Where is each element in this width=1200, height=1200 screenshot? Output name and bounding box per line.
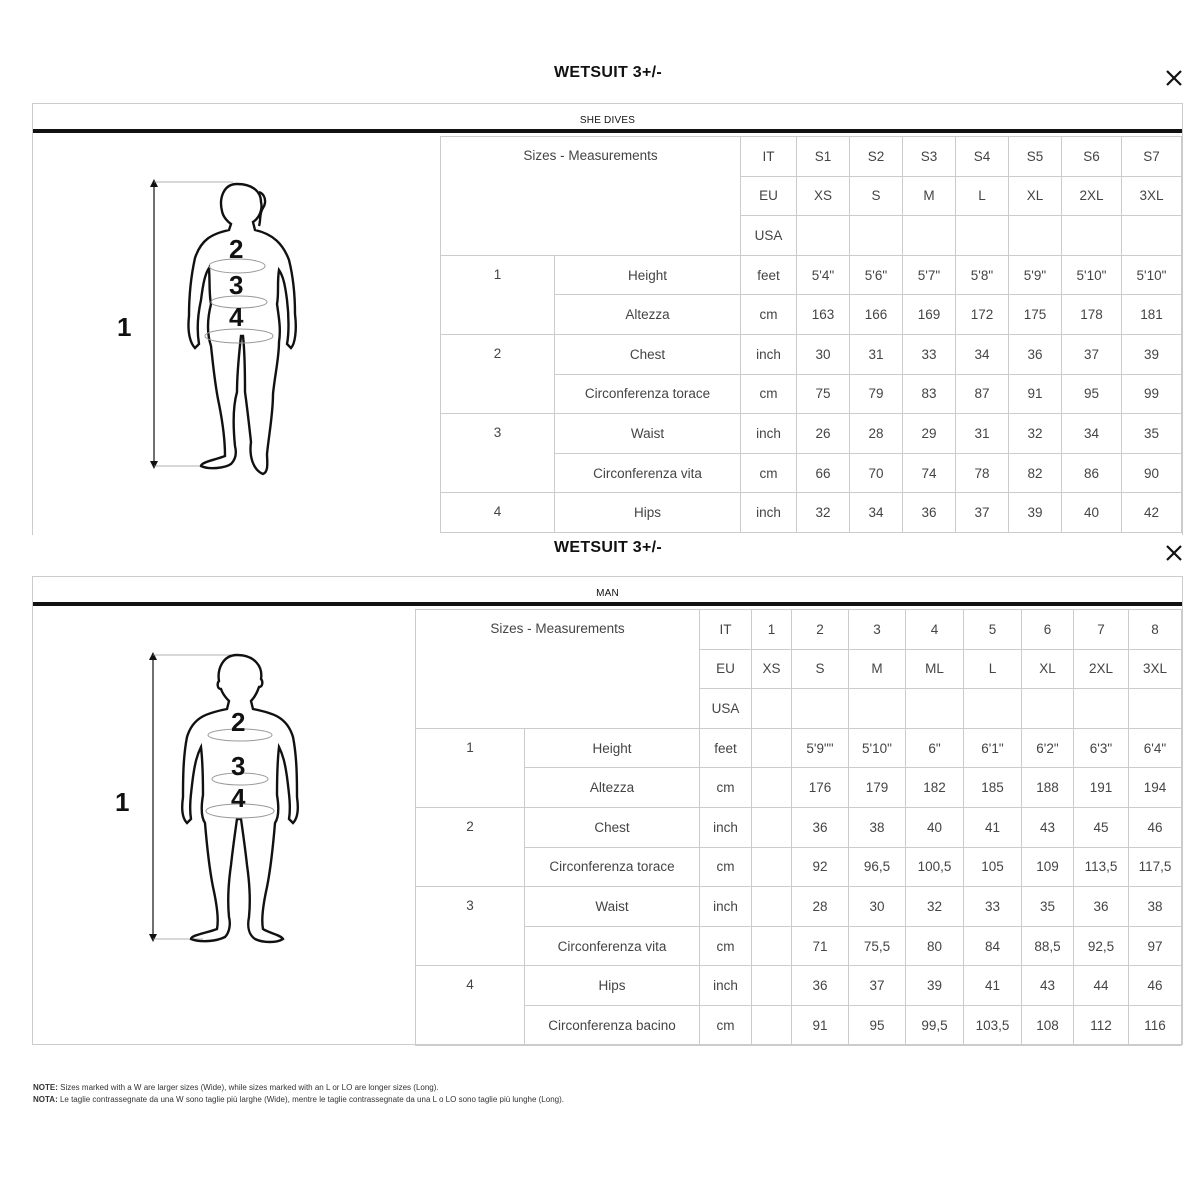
measurement-value: 28: [792, 887, 849, 927]
measurement-value: 88,5: [1022, 926, 1074, 966]
size-value: S2: [850, 137, 903, 177]
size-value: S5: [1009, 137, 1062, 177]
size-system-label: USA: [700, 689, 752, 729]
table-row: [416, 610, 1182, 650]
note-english: NOTE: Sizes marked with a W are larger sizes (Wide), while sizes marked with an L or LO are longer sizes (Long).: [33, 1083, 439, 1092]
measurement-unit: inch: [741, 334, 797, 374]
size-value: [1009, 216, 1062, 256]
measurement-value: 26: [797, 414, 850, 454]
size-value: XS: [752, 649, 792, 689]
size-chart-frame: [32, 576, 1183, 1045]
measurement-value: 36: [1009, 334, 1062, 374]
measurement-unit: cm: [700, 926, 752, 966]
size-value: [752, 689, 792, 729]
table-row: [416, 926, 1182, 966]
measurement-value: 75,5: [849, 926, 906, 966]
measurement-value: 84: [964, 926, 1022, 966]
table-row: [416, 966, 1182, 1006]
measurement-value: 108: [1022, 1005, 1074, 1045]
size-value: XS: [797, 176, 850, 216]
measurement-value: 95: [1062, 374, 1122, 414]
measurement-value: 42: [1122, 493, 1182, 533]
size-value: [1122, 216, 1182, 256]
measurement-number: 1: [441, 255, 555, 334]
measurement-value: 6'2": [1022, 728, 1074, 768]
size-chart-panel-women: [0, 0, 1200, 535]
measurement-value: 32: [1009, 414, 1062, 454]
size-value: 2XL: [1062, 176, 1122, 216]
measurement-value: 5'6": [850, 255, 903, 295]
measurement-unit: cm: [700, 847, 752, 887]
measurement-value: 169: [903, 295, 956, 335]
measurement-name: Circonferenza vita: [525, 926, 700, 966]
size-chart-panel-men: [0, 535, 1200, 1055]
header-label: Sizes - Measurements: [416, 610, 700, 729]
measurement-value: 91: [1009, 374, 1062, 414]
measurement-value: 87: [956, 374, 1009, 414]
measurement-value: 29: [903, 414, 956, 454]
measurement-value: 91: [792, 1005, 849, 1045]
measurement-value: 28: [850, 414, 903, 454]
measurement-value: 185: [964, 768, 1022, 808]
measurement-value: 75: [797, 374, 850, 414]
size-value: [1022, 689, 1074, 729]
table-row: [416, 807, 1182, 847]
male-body-figure-icon: [83, 647, 313, 957]
measurement-value: 32: [797, 493, 850, 533]
size-value: [956, 216, 1009, 256]
measurement-value: 33: [964, 887, 1022, 927]
measurement-value: 80: [906, 926, 964, 966]
close-icon[interactable]: [1162, 541, 1186, 565]
size-chart-frame: [32, 103, 1183, 535]
size-value: [903, 216, 956, 256]
measurement-value: 109: [1022, 847, 1074, 887]
measurement-value: 92: [792, 847, 849, 887]
size-value: 4: [906, 610, 964, 650]
measurement-name: Circonferenza vita: [555, 453, 741, 493]
measurement-value: [752, 966, 792, 1006]
table-row: [441, 137, 1182, 177]
measurement-name: Hips: [525, 966, 700, 1006]
measurement-value: 5'9": [1009, 255, 1062, 295]
measurement-number: 4: [416, 966, 525, 1045]
section-heading: SHE DIVES: [33, 104, 1182, 133]
size-value: 2: [792, 610, 849, 650]
measurement-unit: cm: [700, 768, 752, 808]
measurement-value: 39: [1009, 493, 1062, 533]
measurement-unit: inch: [700, 807, 752, 847]
measurement-value: 99,5: [906, 1005, 964, 1045]
size-system-label: EU: [741, 176, 797, 216]
measurement-name: Circonferenza torace: [555, 374, 741, 414]
size-value: M: [849, 649, 906, 689]
table-row: [416, 847, 1182, 887]
measurement-value: 95: [849, 1005, 906, 1045]
measurement-value: 43: [1022, 807, 1074, 847]
measurement-name: Altezza: [525, 768, 700, 808]
measurement-value: 112: [1074, 1005, 1129, 1045]
measurement-value: 175: [1009, 295, 1062, 335]
size-value: [1062, 216, 1122, 256]
measurement-value: 103,5: [964, 1005, 1022, 1045]
measurement-value: 181: [1122, 295, 1182, 335]
measurement-value: 5'10": [1122, 255, 1182, 295]
measurement-value: 86: [1062, 453, 1122, 493]
modal-title: WETSUIT 3+/-: [553, 64, 663, 81]
measurement-value: 116: [1129, 1005, 1182, 1045]
size-value: S3: [903, 137, 956, 177]
measurement-value: 34: [956, 334, 1009, 374]
size-value: L: [956, 176, 1009, 216]
measurement-value: 194: [1129, 768, 1182, 808]
measurement-unit: cm: [741, 453, 797, 493]
measurement-name: Height: [555, 255, 741, 295]
size-table-men: [415, 609, 1182, 1046]
measurement-value: 6": [906, 728, 964, 768]
measurement-name: Chest: [525, 807, 700, 847]
measurement-value: 82: [1009, 453, 1062, 493]
measurement-value: 97: [1129, 926, 1182, 966]
measurement-value: 83: [903, 374, 956, 414]
measurement-unit: feet: [741, 255, 797, 295]
measurement-value: [752, 728, 792, 768]
size-value: 6: [1022, 610, 1074, 650]
measurement-value: 166: [850, 295, 903, 335]
measurement-value: [752, 807, 792, 847]
size-value: [792, 689, 849, 729]
measurement-value: 5'10": [849, 728, 906, 768]
measurement-number: 3: [416, 887, 525, 966]
measurement-value: 37: [956, 493, 1009, 533]
size-value: XL: [1022, 649, 1074, 689]
measurement-unit: inch: [741, 493, 797, 533]
measurement-value: 32: [906, 887, 964, 927]
measurement-unit: cm: [741, 374, 797, 414]
measurement-value: 33: [903, 334, 956, 374]
header-label: Sizes - Measurements: [441, 137, 741, 256]
measurement-value: 176: [792, 768, 849, 808]
measurement-value: 40: [1062, 493, 1122, 533]
measurement-value: 182: [906, 768, 964, 808]
table-row: [416, 887, 1182, 927]
measurement-unit: cm: [741, 295, 797, 335]
size-value: [1074, 689, 1129, 729]
measurement-value: 66: [797, 453, 850, 493]
measurement-number: 3: [441, 414, 555, 493]
size-value: S4: [956, 137, 1009, 177]
measurement-value: 188: [1022, 768, 1074, 808]
section-heading: MAN: [33, 577, 1182, 606]
figure-label-3: 3: [231, 751, 246, 781]
size-value: [797, 216, 850, 256]
measurement-value: 38: [1129, 887, 1182, 927]
measurement-value: 113,5: [1074, 847, 1129, 887]
measurement-unit: inch: [700, 966, 752, 1006]
size-value: XL: [1009, 176, 1062, 216]
measurement-name: Waist: [555, 414, 741, 454]
measurement-value: 79: [850, 374, 903, 414]
size-value: 2XL: [1074, 649, 1129, 689]
size-value: [906, 689, 964, 729]
measurement-value: 34: [1062, 414, 1122, 454]
size-system-label: EU: [700, 649, 752, 689]
modal-title: WETSUIT 3+/-: [553, 539, 663, 556]
measurement-value: 36: [903, 493, 956, 533]
table-row: [441, 255, 1182, 295]
table-row: [441, 414, 1182, 454]
measurement-value: 40: [906, 807, 964, 847]
measurement-name: Circonferenza bacino: [525, 1005, 700, 1045]
size-value: [850, 216, 903, 256]
measurement-value: 172: [956, 295, 1009, 335]
size-value: 7: [1074, 610, 1129, 650]
measurement-value: 6'4": [1129, 728, 1182, 768]
measurement-value: 6'3": [1074, 728, 1129, 768]
figure-label-2: 2: [231, 707, 246, 737]
figure-label-1: 1: [115, 787, 130, 817]
measurement-value: 99: [1122, 374, 1182, 414]
measurement-value: 179: [849, 768, 906, 808]
measurement-name: Hips: [555, 493, 741, 533]
measurement-value: 30: [849, 887, 906, 927]
measurement-value: 35: [1022, 887, 1074, 927]
measurement-value: [752, 847, 792, 887]
size-value: 5: [964, 610, 1022, 650]
measurement-unit: inch: [700, 887, 752, 927]
size-system-label: IT: [700, 610, 752, 650]
measurement-value: [752, 887, 792, 927]
measurement-value: 31: [850, 334, 903, 374]
measurement-value: 71: [792, 926, 849, 966]
measurement-value: 39: [906, 966, 964, 1006]
measurement-value: 46: [1129, 807, 1182, 847]
measurement-name: Chest: [555, 334, 741, 374]
measurement-value: 36: [792, 966, 849, 1006]
figure-label-3: 3: [229, 270, 244, 300]
size-value: [849, 689, 906, 729]
measurement-value: 41: [964, 966, 1022, 1006]
measurement-value: 34: [850, 493, 903, 533]
measurement-name: Height: [525, 728, 700, 768]
measurement-value: 39: [1122, 334, 1182, 374]
size-value: S6: [1062, 137, 1122, 177]
table-row: [441, 493, 1182, 533]
figure-label-4: 4: [229, 302, 244, 332]
size-table-women: [440, 136, 1182, 533]
measurement-value: [752, 926, 792, 966]
measurement-value: 92,5: [1074, 926, 1129, 966]
size-value: S: [792, 649, 849, 689]
measurement-value: 5'8": [956, 255, 1009, 295]
figure-label-4: 4: [231, 783, 246, 813]
measurement-name: Altezza: [555, 295, 741, 335]
table-row: [416, 728, 1182, 768]
measurement-unit: inch: [741, 414, 797, 454]
measurement-value: 36: [792, 807, 849, 847]
measurement-value: 78: [956, 453, 1009, 493]
size-value: 1: [752, 610, 792, 650]
measurement-name: Circonferenza torace: [525, 847, 700, 887]
table-row: [441, 334, 1182, 374]
measurement-value: [752, 768, 792, 808]
measurement-value: 37: [1062, 334, 1122, 374]
measurement-value: 6'1": [964, 728, 1022, 768]
measurement-value: 46: [1129, 966, 1182, 1006]
measurement-value: 44: [1074, 966, 1129, 1006]
size-value: [1129, 689, 1182, 729]
measurement-value: [752, 1005, 792, 1045]
measurement-value: 38: [849, 807, 906, 847]
measurement-unit: feet: [700, 728, 752, 768]
measurement-value: 163: [797, 295, 850, 335]
measurement-value: 30: [797, 334, 850, 374]
measurement-value: 35: [1122, 414, 1182, 454]
measurement-value: 90: [1122, 453, 1182, 493]
size-system-label: USA: [741, 216, 797, 256]
measurement-number: 2: [441, 334, 555, 413]
size-value: L: [964, 649, 1022, 689]
measurement-value: 31: [956, 414, 1009, 454]
table-row: [416, 1005, 1182, 1045]
measurement-unit: cm: [700, 1005, 752, 1045]
measurement-value: 36: [1074, 887, 1129, 927]
size-system-label: IT: [741, 137, 797, 177]
size-value: S1: [797, 137, 850, 177]
close-icon[interactable]: [1162, 66, 1186, 90]
measurement-value: 43: [1022, 966, 1074, 1006]
measurement-value: 37: [849, 966, 906, 1006]
measurement-value: 74: [903, 453, 956, 493]
measurement-value: 100,5: [906, 847, 964, 887]
measurement-name: Waist: [525, 887, 700, 927]
size-value: S7: [1122, 137, 1182, 177]
measurement-value: 5'9"": [792, 728, 849, 768]
size-value: 3XL: [1122, 176, 1182, 216]
table-row: [416, 768, 1182, 808]
measurement-number: 2: [416, 807, 525, 886]
measurement-value: 70: [850, 453, 903, 493]
measurement-number: 1: [416, 728, 525, 807]
size-value: 8: [1129, 610, 1182, 650]
size-notes: [33, 1082, 564, 1106]
measurement-number: 4: [441, 493, 555, 533]
measurement-value: 45: [1074, 807, 1129, 847]
measurement-value: 96,5: [849, 847, 906, 887]
size-value: ML: [906, 649, 964, 689]
size-value: S: [850, 176, 903, 216]
measurement-value: 117,5: [1129, 847, 1182, 887]
size-value: [964, 689, 1022, 729]
figure-label-1: 1: [117, 312, 132, 342]
female-body-figure-icon: [83, 174, 313, 484]
measurement-value: 178: [1062, 295, 1122, 335]
measurement-value: 5'7": [903, 255, 956, 295]
size-value: 3: [849, 610, 906, 650]
measurement-value: 5'10": [1062, 255, 1122, 295]
size-value: 3XL: [1129, 649, 1182, 689]
measurement-value: 105: [964, 847, 1022, 887]
measurement-value: 5'4": [797, 255, 850, 295]
measurement-value: 191: [1074, 768, 1129, 808]
measurement-value: 41: [964, 807, 1022, 847]
figure-label-2: 2: [229, 234, 244, 264]
note-italian: NOTA: Le taglie contrassegnate da una W sono taglie più larghe (Wide), mentre le taglie contrassegnate da una L o LO sono taglie più lunghe (Long).: [33, 1095, 564, 1104]
size-value: M: [903, 176, 956, 216]
